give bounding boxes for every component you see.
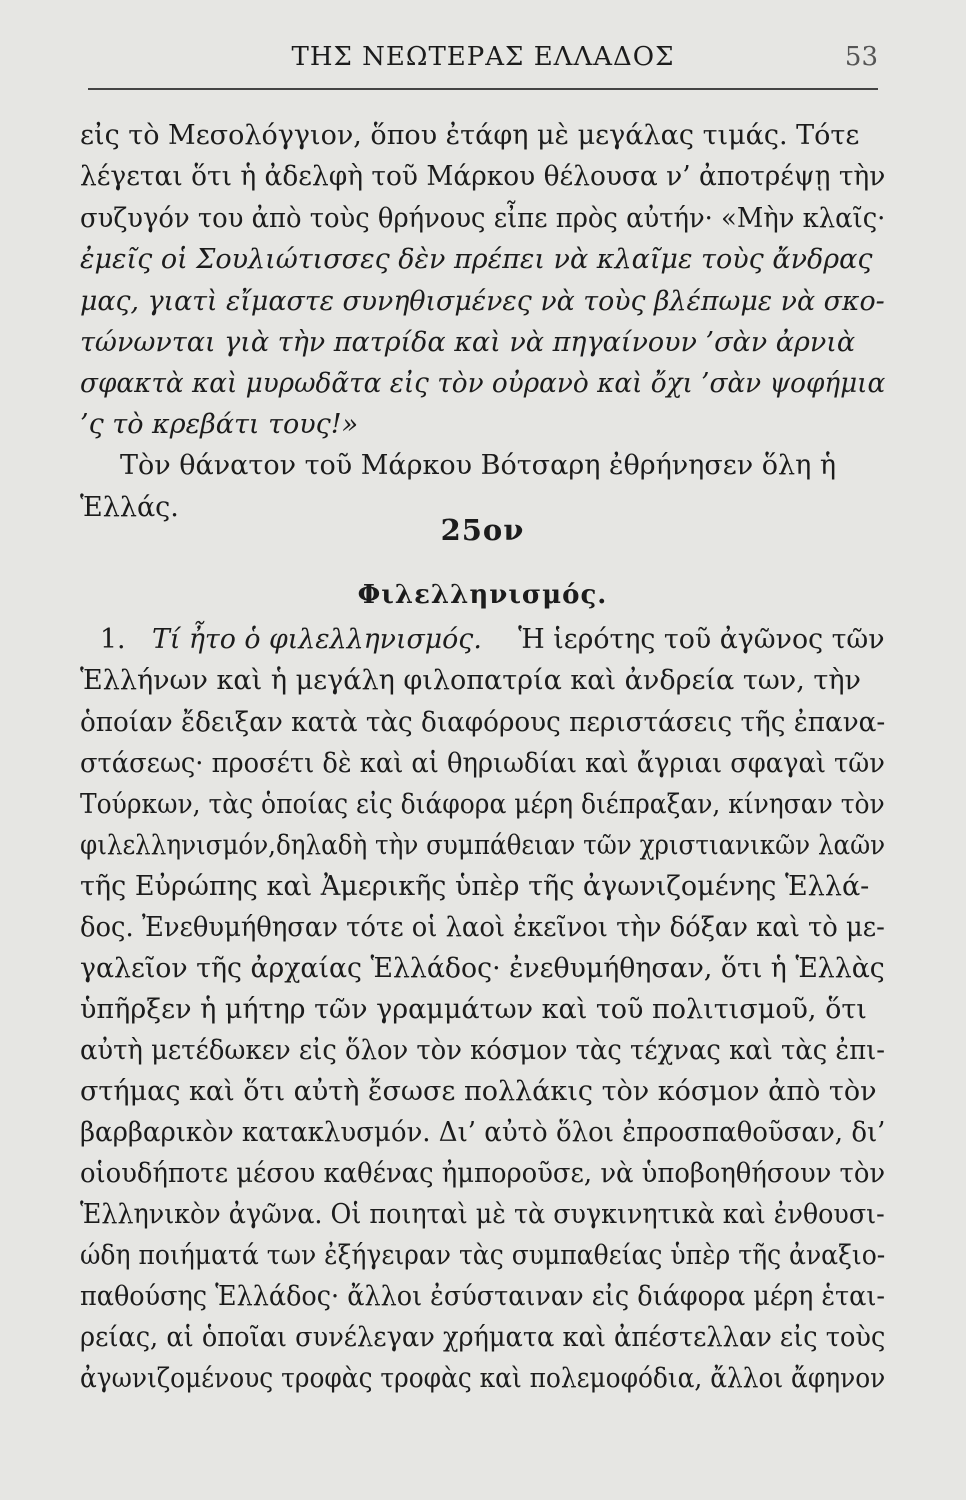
text-line: σφακτὰ καὶ μυρωδᾶτα εἰς τὸν οὐρανὸ καὶ ὄχι ’σὰν ψοφήμια	[80, 368, 886, 399]
text-line: Ἑλλάς.	[80, 492, 179, 523]
text-line: Ἡ ἱερότης τοῦ ἀγῶνος τῶν	[518, 624, 885, 655]
text-line: δος. Ἐνεθυμήθησαν τότε οἱ λαοὶ ἐκεῖνοι τὴν δόξαν καὶ τὸ με-	[80, 912, 885, 943]
item-number: 1.	[100, 624, 126, 655]
text-line: εἰς τὸ Μεσολόγγιον, ὅπου ἐτάφη μὲ μεγάλας τιμάς. Τότε	[80, 120, 860, 151]
text-line: λέγεται ὅτι ἡ ἀδελφὴ τοῦ Μάρκου θέλουσα ν’ ἀποτρέψῃ τὴν	[80, 161, 886, 192]
section-number: 25ον	[440, 513, 525, 547]
text-line: οἱουδήποτε μέσου καθένας ἠμποροῦσε, νὰ ὑποβοηθήσουν τὸν	[80, 1158, 886, 1189]
paragraph-lead	[100, 620, 885, 660]
text-line: τῆς Εὐρώπης καὶ Ἀμερικῆς ὑπὲρ τῆς ἀγωνιζομένης Ἑλλά-	[80, 871, 870, 902]
text-line: ’ς τὸ κρεβάτι τους!»	[80, 409, 359, 440]
text-line: συζυγόν του ἀπὸ τοὺς θρήνους εἶπε πρὸς αὐτήν· «Μὴν κλαῖς·	[80, 203, 886, 234]
text-line: γαλεῖον τῆς ἀρχαίας Ἑλλάδος· ἐνεθυμήθησαν, ὅτι ἡ Ἑλλὰς	[80, 953, 885, 984]
text-line: ρείας, αἱ ὁποῖαι συνέλεγαν χρήματα καὶ ἀπέστελλαν εἰς τοὺς	[80, 1322, 886, 1353]
header-rule	[88, 88, 878, 90]
page-number: 53	[844, 42, 878, 72]
text-line: φιλελληνισμόν,δηλαδὴ τὴν συμπάθειαν τῶν χριστιανικῶν λαῶν	[80, 830, 886, 861]
text-line: Τούρκων, τὰς ὁποίας εἰς διάφορα μέρη διέπραξαν, κίνησαν τὸν	[80, 789, 885, 820]
text-line: Ἑλλήνων καὶ ἡ μεγάλη φιλοπατρία καὶ ἀνδρεία των, τὴν	[80, 665, 861, 696]
text-line: παθούσης Ἑλλάδος· ἄλλοι ἐσύσταιναν εἰς διάφορα μέρη ἑται-	[80, 1281, 885, 1312]
text-line: Ἑλληνικὸν ἀγῶνα. Οἱ ποιηταὶ μὲ τὰ συγκινητικὰ καὶ ἐνθουσι-	[80, 1199, 885, 1230]
page-header	[88, 40, 878, 92]
text-line: αὐτὴ μετέδωκεν εἰς ὅλον τὸν κόσμον τὰς τέχνας καὶ τὰς ἐπι-	[80, 1035, 886, 1066]
text-line: βαρβαρικὸν κατακλυσμόν. Δι’ αὐτὸ ὅλοι ἐπροσπαθοῦσαν, δι’	[80, 1117, 886, 1148]
text-line: ώδη ποιήματά των ἐξήγειραν τὰς συμπαθείας ὑπὲρ τῆς ἀναξιο-	[80, 1240, 886, 1271]
text-line: μας, γιατὶ εἴμαστε συνηθισμένες νὰ τοὺς βλέπωμε νὰ σκο-	[80, 286, 885, 317]
text-line: στήμας καὶ ὅτι αὐτὴ ἔσωσε πολλάκις τὸν κόσμον ἀπὸ τὸν	[80, 1076, 877, 1107]
text-line: ὑπῆρξεν ἡ μήτηρ τῶν γραμμάτων καὶ τοῦ πολιτισμοῦ, ὅτι	[80, 994, 867, 1025]
text-line: ὁποίαν ἔδειξαν κατὰ τὰς διαφόρους περιστάσεις τῆς ἐπανα-	[80, 707, 886, 738]
text-line: τώνωνται γιὰ τὴν πατρίδα καὶ νὰ πηγαίνουν ’σὰν ἀρνιὰ	[80, 327, 856, 358]
text-line: ἀγωνιζομένους τροφὰς τροφὰς καὶ πολεμοφόδια, ἄλλοι ἄφηνον	[80, 1363, 886, 1394]
item-question: Τί ἦτο ὁ φιλελληνισμός.	[151, 624, 482, 655]
running-head: ΤΗΣ ΝΕΩΤΕΡΑΣ ΕΛΛΑΔΟΣ	[291, 42, 675, 72]
text-line: στάσεως· προσέτι δὲ καὶ αἱ θηριωδίαι καὶ ἄγριαι σφαγαὶ τῶν	[80, 748, 885, 779]
section-title: Φιλελληνισμός.	[357, 580, 608, 610]
text-line: Τὸν θάνατον τοῦ Μάρκου Βότσαρη ἐθρήνησεν ὅλη ἡ	[120, 450, 837, 481]
text-line: ἐμεῖς οἱ Σουλιώτισσες δὲν πρέπει νὰ κλαῖμε τοὺς ἄνδρας	[80, 244, 873, 275]
